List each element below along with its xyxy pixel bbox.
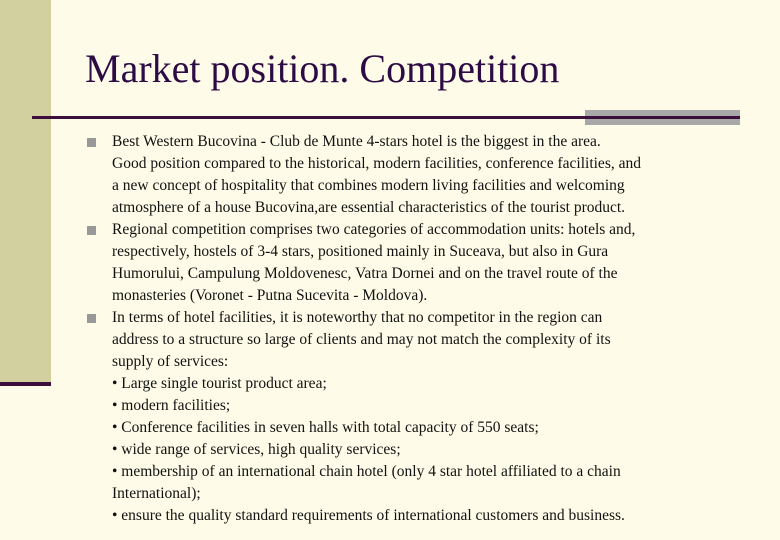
sub-bullet-line: • ensure the quality standard requirements of international customers and business. — [112, 507, 625, 524]
square-bullet-icon — [87, 138, 96, 147]
sub-bullet-line: • wide range of services, high quality services; — [112, 441, 401, 458]
square-bullet-icon — [87, 314, 96, 323]
bullet-item-best-western — [86, 131, 746, 219]
bullet-line: respectively, hostels of 3-4 stars, positioned mainly in Suceava, but also in Gura — [112, 243, 609, 260]
bullet-line: address to a structure so large of clients and may not match the complexity of its — [112, 331, 611, 348]
sub-bullet-line: • membership of an international chain hotel (only 4 star hotel affiliated to a chain — [112, 463, 621, 480]
sub-bullet-line: International); — [112, 485, 201, 502]
slide-body — [86, 131, 746, 527]
bullet-line: supply of services: — [112, 353, 229, 370]
bullet-line: atmosphere of a house Bucovina,are essential characteristics of the tourist product. — [112, 199, 626, 216]
bullet-item-regional-competition — [86, 219, 746, 307]
title-rule-accent-bottom — [585, 119, 740, 125]
sub-bullet-line: • Large single tourist product area; — [112, 375, 327, 392]
left-band-divider — [0, 382, 51, 386]
bullet-line: Regional competition comprises two categories of accommodation units: hotels and, — [112, 221, 636, 238]
bullet-line: In terms of hotel facilities, it is noteworthy that no competitor in the region can — [112, 309, 603, 326]
left-decorative-band — [0, 0, 51, 382]
sub-bullet-line: • modern facilities; — [112, 397, 231, 414]
bullet-line: Good position compared to the historical, modern facilities, conference facilities, and — [112, 155, 641, 172]
bullet-line: Humorului, Campulung Moldovenesc, Vatra Dornei and on the travel route of the — [112, 265, 618, 282]
square-bullet-icon — [87, 226, 96, 235]
bullet-line: a new concept of hospitality that combines modern living facilities and welcoming — [112, 177, 625, 194]
bullet-line: Best Western Bucovina - Club de Munte 4-stars hotel is the biggest in the area. — [112, 133, 601, 150]
slide-title: Market position. Competition — [85, 46, 560, 91]
bullet-line: monasteries (Voronet - Putna Sucevita - Moldova). — [112, 287, 428, 304]
sub-bullet-line: • Conference facilities in seven halls with total capacity of 550 seats; — [112, 419, 539, 436]
bullet-item-hotel-facilities — [86, 307, 746, 527]
